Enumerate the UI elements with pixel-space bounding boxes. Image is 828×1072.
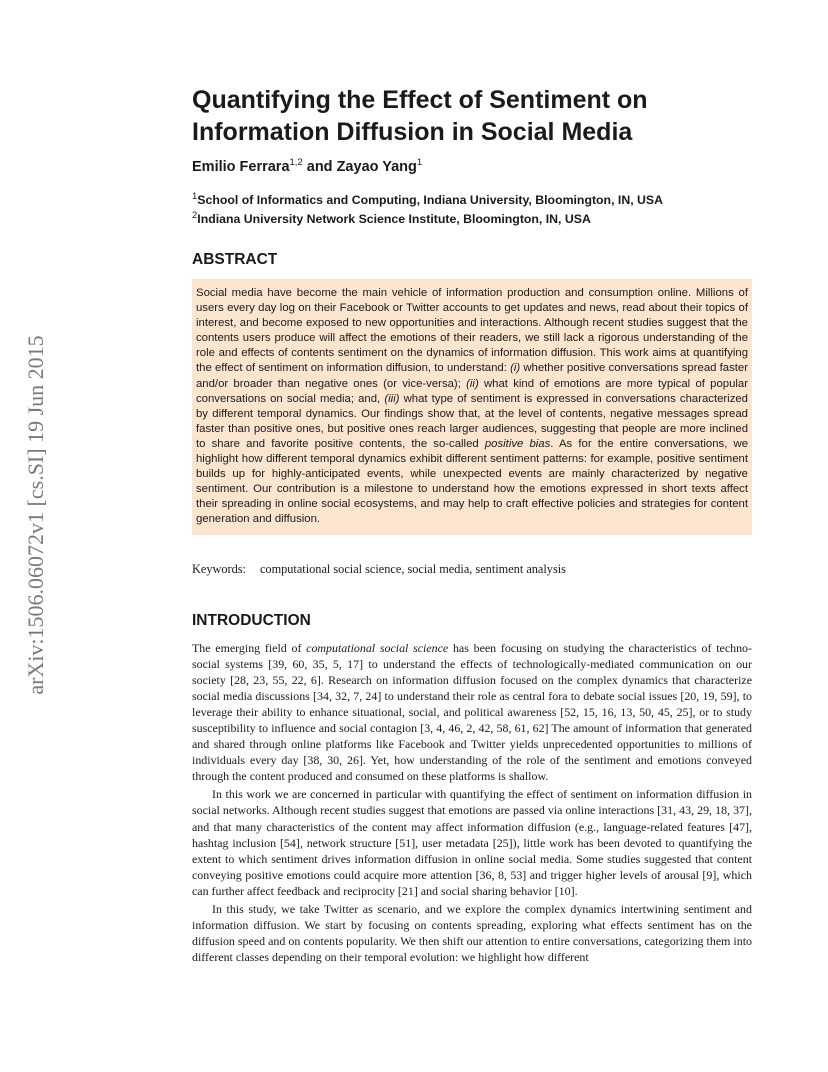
paper-page	[192, 84, 752, 965]
paper-title	[192, 84, 752, 148]
keywords-label: Keywords:	[192, 561, 246, 576]
affiliation-mark: 2	[192, 209, 198, 221]
arxiv-stamp-text: arXiv:1506.06072v1 [cs.SI] 19 Jun 2015	[23, 335, 48, 695]
keywords-text: computational social science, social media, sentiment analysis	[259, 561, 566, 576]
author-conjunction: and	[302, 158, 337, 175]
affiliation-mark: 1	[192, 190, 198, 202]
paragraph: The emerging field of computational social science has been focusing on studying the characteristics of techno-social systems [39, 60, 35, 5, 17] to understand the effects of technologically-mediated communication on our society [28, 23, 55, 22, 6]. Research on information diffusion focused on the complex dynamics that characterize social media discussions [34, 32, 7, 24] to understand their role as central fora to debate social issues [20, 19, 59], to leverage their ability to enhance situational, social, and political awareness [52, 15, 16, 13, 50, 45, 25], or to study susceptibility to influence and social contagion [3, 4, 46, 2, 42, 58, 61, 62] The amount of information that generated and shared through online platforms like Facebook and Twitter yields unprecedented opportunities to millions of individuals every day [38, 30, 26]. Yet, how understanding of the role of the sentiment and emotions conveyed through the content produced and consumed on these platforms is shallow.	[192, 640, 752, 784]
author-name: Zayao Yang	[336, 158, 417, 175]
arxiv-stamp	[22, 300, 50, 730]
introduction-body	[192, 640, 752, 966]
introduction-heading: INTRODUCTION	[192, 611, 311, 629]
title-line-2: Information Diffusion in Social Media	[192, 118, 633, 146]
author-affiliation-mark: 1	[416, 157, 423, 168]
affiliation-text: Indiana University Network Science Institute, Bloomington, IN, USA	[197, 212, 591, 227]
paragraph: In this work we are concerned in particular with quantifying the effect of sentiment on information diffusion in social networks. Although recent studies suggest that emotions are passed via online interactions [31, 43, 29, 18, 37], and that many characteristics of the content may affect information diffusion (e.g., language-related features [47], hashtag inclusion [54], network structure [51], user metadata [25]), little work has been devoted to quantifying the extent to which sentiment drives information diffusion in online social media. Some studies suggested that content conveying positive emotions could acquire more attention [36, 8, 53] and trigger higher levels of arousal [9], which can further affect feedback and reciprocity [21] and social sharing behavior [10].	[192, 787, 752, 898]
keywords	[192, 562, 752, 577]
paragraph: In this study, we take Twitter as scenario, and we explore the complex dynamics intertwining sentiment and information diffusion. We start by focusing on contents spreading, exploring what effects sentiment has on the diffusion speed and on contents popularity. We then shift our attention to entire conversations, categorizing them into different classes depending on their temporal evolution: we highlight how different	[192, 902, 752, 965]
author-name: Emilio Ferrara	[192, 158, 290, 175]
author-list	[192, 157, 752, 175]
abstract-box	[192, 279, 752, 535]
affiliation-text: School of Informatics and Computing, Indiana University, Bloomington, IN, USA	[197, 192, 663, 207]
abstract-heading: ABSTRACT	[192, 251, 278, 269]
affiliation	[192, 189, 752, 208]
affiliation	[192, 208, 752, 227]
author-affiliation-mark: 1,2	[289, 157, 303, 168]
affiliations	[192, 189, 752, 227]
title-line-1: Quantifying the Effect of Sentiment on	[192, 86, 648, 114]
abstract-text: Social media have become the main vehicle of information production and consumption online. Millions of users every day log on their Facebook or Twitter accounts to get updates and news, read about their topics of interest, and become exposed to new opportunities and interactions. Although recent studies suggest that the contents users produce will affect the emotions of their readers, we still lack a rigorous understanding of the role and effects of contents sentiment on the dynamics of information diffusion. This work aims at quantifying the effect of sentiment on information diffusion, to understand: (i) whether positive conversations spread faster and/or broader than negative ones (or vice-versa); (ii) what kind of emotions are more typical of popular conversations on social media; and, (iii) what type of sentiment is expressed in conversations characterized by different temporal dynamics. Our findings show that, at the level of contents, negative messages spread faster than positive ones, but positive ones reach larger audiences, suggesting that people are more inclined to share and favorite positive contents, the so-called positive bias. As for the entire conversations, we highlight how different temporal dynamics exhibit different sentiment patterns: for example, positive sentiment builds up for highly-anticipated events, while unexpected events are mainly characterized by negative sentiment. Our contribution is a milestone to understand how the emotions expressed in short texts affect their spreading in online social ecosystems, and may help to craft effective policies and strategies for content generation and diffusion.	[196, 287, 749, 526]
